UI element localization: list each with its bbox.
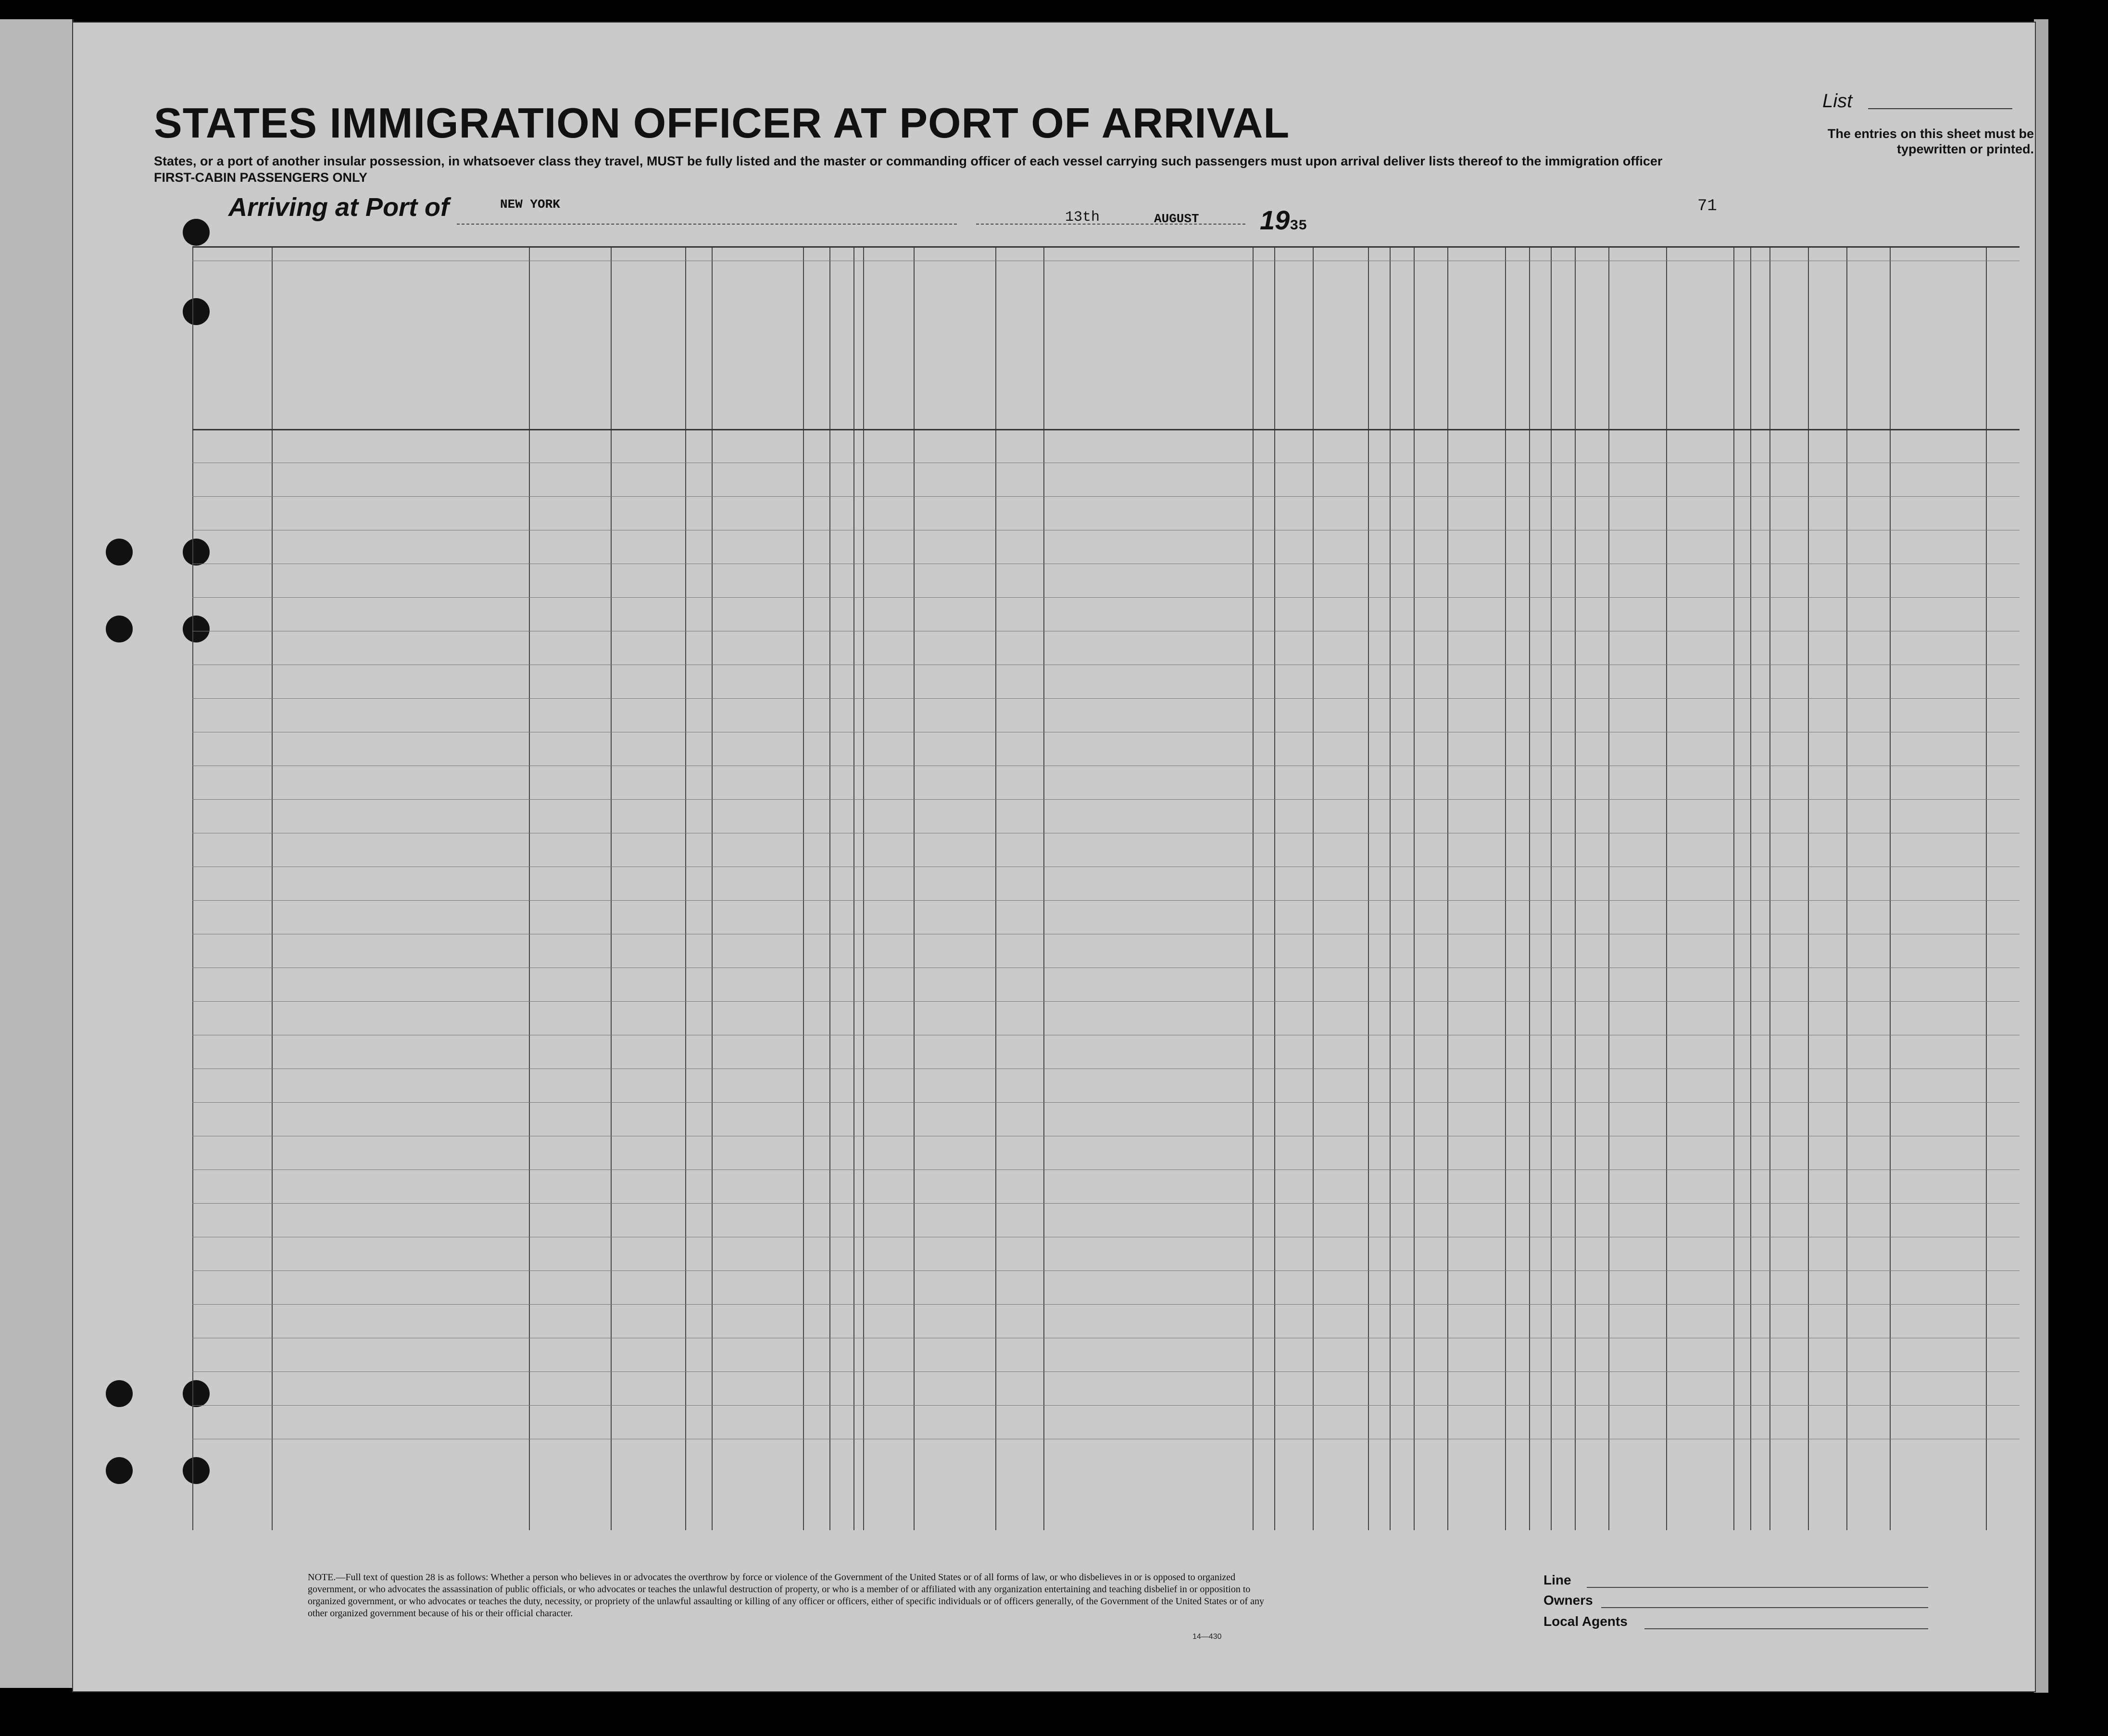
day-value: 13th <box>1065 209 1100 226</box>
punch-hole <box>106 616 133 642</box>
row-rule <box>192 1203 2020 1204</box>
row-rule <box>192 597 2020 598</box>
binding-strip <box>0 19 74 1688</box>
owners-blank <box>1601 1607 1928 1608</box>
right-page-edge <box>2034 19 2048 1693</box>
row-rule <box>192 496 2020 497</box>
date-blank <box>976 224 1245 225</box>
header-rule <box>192 246 2020 248</box>
punch-hole <box>183 219 210 246</box>
row-rule <box>192 799 2020 800</box>
year-prefix: 19 <box>1260 205 1290 235</box>
row-rule <box>192 900 2020 901</box>
line-blank <box>1587 1587 1928 1588</box>
sheet-number: 71 <box>1697 197 1717 215</box>
page-subtitle <box>154 153 1741 186</box>
list-label: List <box>1822 90 1853 112</box>
year-suffix: 35 <box>1290 218 1307 234</box>
page-title: STATES IMMIGRATION OFFICER AT PORT OF ARRIVAL <box>154 99 1290 147</box>
row-rule <box>192 1371 2020 1372</box>
row-rule <box>192 1102 2020 1103</box>
punch-hole <box>106 1457 133 1484</box>
typewriter-note: The entries on this sheet must be typewritten or printed. <box>1827 126 2034 156</box>
manifest-table <box>192 246 2020 1530</box>
row-rule <box>192 1001 2020 1002</box>
header-rule <box>192 429 2020 430</box>
punch-hole <box>106 539 133 566</box>
row-rule <box>192 698 2020 699</box>
month-value: AUGUST <box>1154 212 1199 226</box>
row-rule <box>192 1304 2020 1305</box>
list-blank <box>1868 108 2012 109</box>
year-value <box>1260 204 1307 236</box>
owners-label: Owners <box>1543 1593 1593 1608</box>
port-blank <box>457 224 957 225</box>
footnote: NOTE.—Full text of question 28 is as follows: Whether a person who believes in or advocates the overthrow by force or violence of the Government of the United States or of all forms of law, or who disbelieves in or is opposed to organized government, or who advocates the assassination of public officials, or who advocates or teaches the unlawful destruction of property, or who is a member of or affiliated with any organization entertaining and teaching disbelief in or opposition to organized government, or who advocates or teaches the duty, necessity, or propriety of the unlawful assaulting or killing of any officer or officers, either of specific individuals or of officers generally, of the Government of the United States or of any other organized government because of his or their official character. <box>308 1572 1265 1619</box>
arriving-label: Arriving at Port of <box>228 193 450 222</box>
line-label: Line <box>1543 1572 1571 1587</box>
local-agents-label: Local Agents <box>1543 1614 1628 1629</box>
subtitle-line: States, or a port of another insular possession, in whatsoever class they travel, MUST be fully listed and the master or commanding officer of each vessel carrying such passengers must upon arrival deliver lists thereof to the immigration officer <box>154 154 1663 168</box>
agents-blank <box>1644 1628 1928 1629</box>
form-number: 14—430 <box>1192 1633 1222 1641</box>
punch-hole <box>106 1380 133 1407</box>
row-rule <box>192 1405 2020 1406</box>
port-value: NEW YORK <box>500 197 560 212</box>
subtitle-line: FIRST-CABIN PASSENGERS ONLY <box>154 170 368 185</box>
